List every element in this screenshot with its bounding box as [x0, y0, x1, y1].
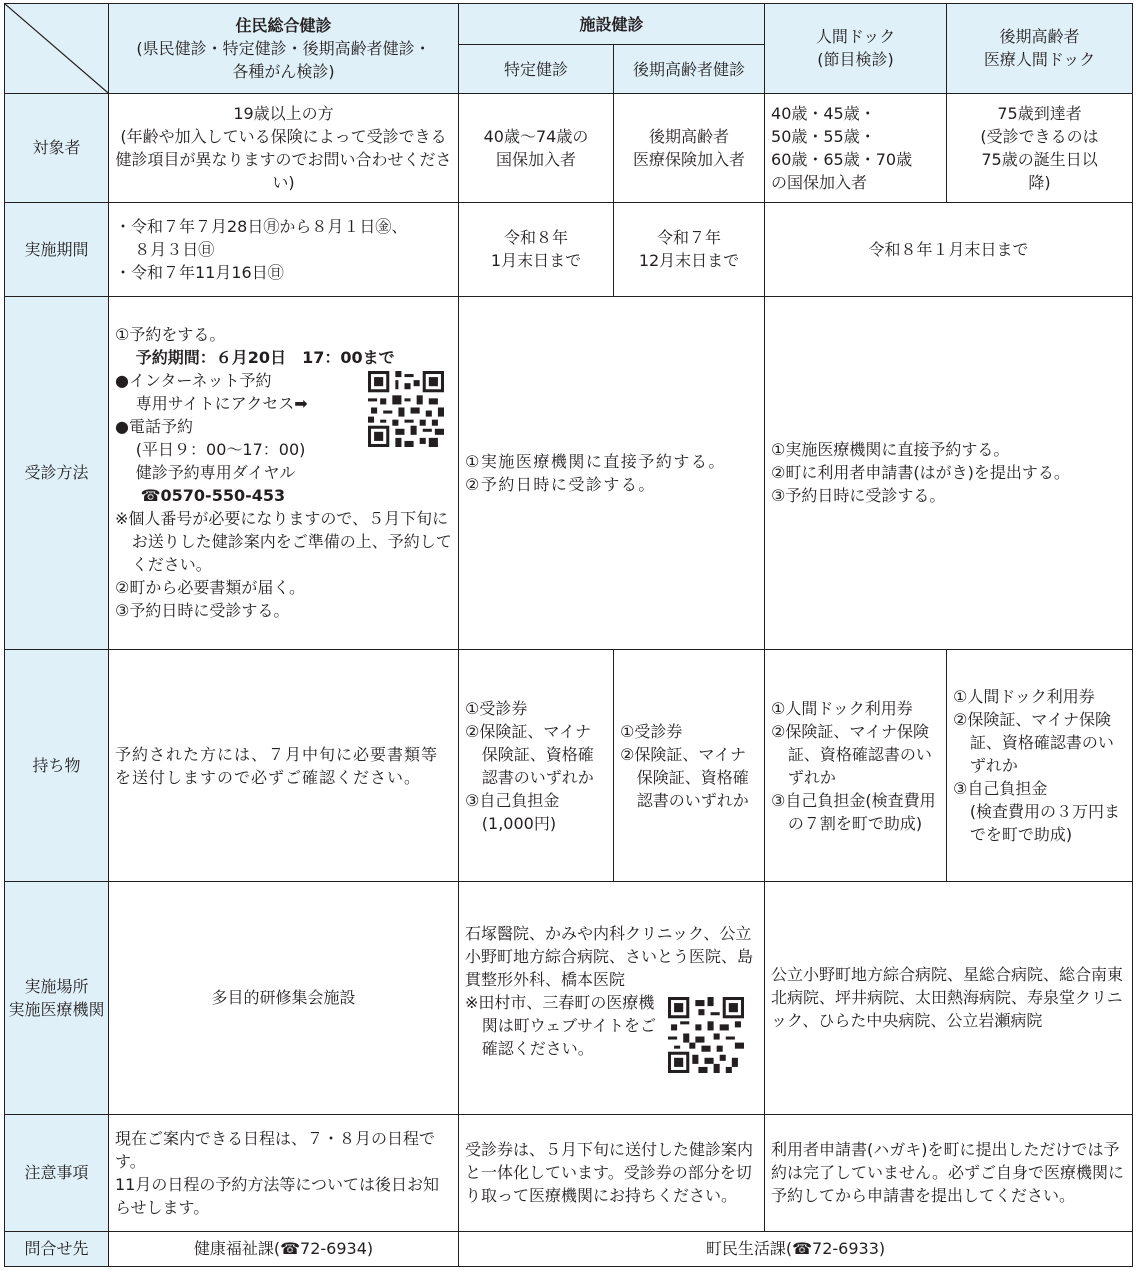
tel-number[interactable]: ☎0570-550-453 [140, 486, 286, 506]
period-dock: 令和８年１月末日まで [765, 202, 1133, 296]
items-elderly-2: ②保険証、マイナ保険証、資格確認書のいずれか [620, 744, 749, 810]
contact-residents-life[interactable]: 町民生活課(☎72-6933) [459, 1231, 1133, 1266]
health-checkup-table [4, 3, 1133, 1267]
facility-list: 石塚醫院、かみや内科クリニック、公立小野町地方綜合病院、さいとう医院、島貫整形外科、橋本医院 [465, 924, 754, 990]
header-specific-checkup: 特定健診 [459, 45, 614, 93]
method-resident [109, 296, 459, 649]
period-resident [109, 202, 459, 296]
corner-cell [5, 4, 109, 94]
items-specific-3: ③自己負担金 (1,000円) [465, 790, 560, 833]
header-resident-title: 住民総合健診 [235, 15, 332, 35]
header-human-dock: 人間ドック (節目検診) [765, 4, 947, 94]
header-facility-checkup: 施設健診 [459, 4, 765, 45]
target-elderly-dock: 75歳到達者 (受診できるのは 75歳の誕生日以 降) [947, 93, 1133, 202]
row-label-period: 実施期間 [5, 202, 109, 296]
items-dock-2: ②保険証、マイナ保険証、資格確認書のいずれか [771, 721, 932, 787]
place-dock: 公立小野町地方綜合病院、星総合病院、総合南東北病院、坪井病院、太田熱海病院、寿泉堂クリニック、ひらた中央病院、公立岩瀬病院 [765, 882, 1133, 1114]
facility-note: ※田村市、三春町の医療機関は町ウェブサイトをご確認ください。 [465, 993, 657, 1059]
row-label-items: 持ち物 [5, 650, 109, 882]
row-label-notes: 注意事項 [5, 1114, 109, 1231]
method-note: ※個人番号が必要になりますので、５月下旬にお送りした健診案内をご準備の上、予約してください。 [115, 509, 452, 575]
items-dock-3: ③自己負担金(検査費用の７割を町で助成) [771, 790, 936, 833]
target-elderly: 後期高齢者 医療保険加入者 [614, 93, 765, 202]
row-label-contact: 問合せ先 [5, 1231, 109, 1266]
target-specific: 40歳〜74歳の 国保加入者 [459, 93, 614, 202]
target-human-dock: 40歳・45歳・ 50歳・55歳・ 60歳・65歳・70歳 の国保加入者 [765, 93, 947, 202]
items-elderly-dock [947, 650, 1133, 882]
items-elderly [614, 650, 765, 882]
target-resident: 19歳以上の方 (年齢や加入している保険によって受診できる健診項目が異なりますのでお問い合わせください) [109, 93, 459, 202]
web-reservation-text: 専用サイトにアクセス➡ [135, 394, 308, 414]
qr-code-icon[interactable] [668, 997, 744, 1073]
header-elderly-checkup: 後期高齢者健診 [614, 45, 765, 93]
web-reservation-title: ●インターネット予約 [115, 371, 272, 391]
method-step-3: ③予約日時に受診する。 [115, 601, 290, 621]
items-elderly-1: ①受診券 [620, 721, 683, 741]
period-specific: 令和８年 1月末日まで [459, 202, 614, 296]
period-line-1: ・令和７年７月28日㊊から８月１日㊎、 [115, 216, 408, 236]
contact-health-welfare[interactable]: 健康福祉課(☎72-6934) [109, 1231, 459, 1266]
period-line-3: ・令和７年11月16日㊐ [115, 262, 284, 282]
row-label-target: 対象者 [5, 93, 109, 202]
place-facility [459, 882, 765, 1114]
row-label-place: 実施場所 実施医療機関 [5, 882, 109, 1114]
tel-reservation-title: ●電話予約 [115, 417, 193, 437]
tel-hours: (平日９：00〜17：00) [135, 440, 306, 460]
header-resident-checkup [109, 4, 459, 94]
notes-dock: 利用者申請書(ハガキ)を町に提出しただけでは予約は完了していません。必ずご自身で医療機関に予約してから申請書を提出してください。 [765, 1114, 1133, 1231]
items-human-dock [765, 650, 947, 882]
header-elderly-dock: 後期高齢者 医療人間ドック [947, 4, 1133, 94]
tel-dial-label: 健診予約専用ダイヤル [135, 463, 296, 483]
method-step-1: ①予約をする。 [115, 325, 226, 345]
items-specific-2: ②保険証、マイナ保険証、資格確認書のいずれか [465, 721, 594, 787]
items-specific-1: ①受診券 [465, 698, 528, 718]
place-resident: 多目的研修集会施設 [109, 882, 459, 1114]
reservation-options [115, 369, 452, 461]
period-elderly: 令和７年 12月末日まで [614, 202, 765, 296]
notes-resident: 現在ご案内できる日程は、７・８月の日程です。 11月の日程の予約方法等については後日お知らせします。 [109, 1114, 459, 1231]
items-edock-3: ③自己負担金 (検査費用の３万円までを町で助成) [953, 779, 1121, 845]
facility-note-row [465, 991, 758, 1073]
items-edock-1: ①人間ドック利用券 [953, 687, 1095, 707]
method-dock: ①実施医療機関に直接予約する。 ②町に利用者申請書(はがき)を提出する。 ③予約日時に受診する。 [765, 296, 1133, 649]
notes-facility: 受診券は、５月下旬に送付した健診案内と一体化しています。受診券の部分を切り取って医療機関にお持ちください。 [459, 1114, 765, 1231]
qr-code-icon[interactable] [368, 371, 444, 447]
header-resident-sub: (県民健診・特定健診・後期高齢者健診・ 各種がん検診) [136, 38, 431, 81]
items-dock-1: ①人間ドック利用券 [771, 698, 913, 718]
items-resident: 予約された方には、７月中旬に必要書類等を送付しますので必ずご確認ください。 [109, 650, 459, 882]
method-facility: ①実施医療機関に直接予約する。 ②予約日時に受診する。 [459, 296, 765, 649]
reservation-period: 予約期間：６月20日 17：00まで [135, 348, 395, 368]
row-label-method: 受診方法 [5, 296, 109, 649]
items-specific [459, 650, 614, 882]
items-edock-2: ②保険証、マイナ保険証、資格確認書のいずれか [953, 710, 1114, 776]
period-line-2: ８月３日㊐ [134, 239, 215, 259]
method-step-2: ②町から必要書類が届く。 [115, 578, 306, 598]
